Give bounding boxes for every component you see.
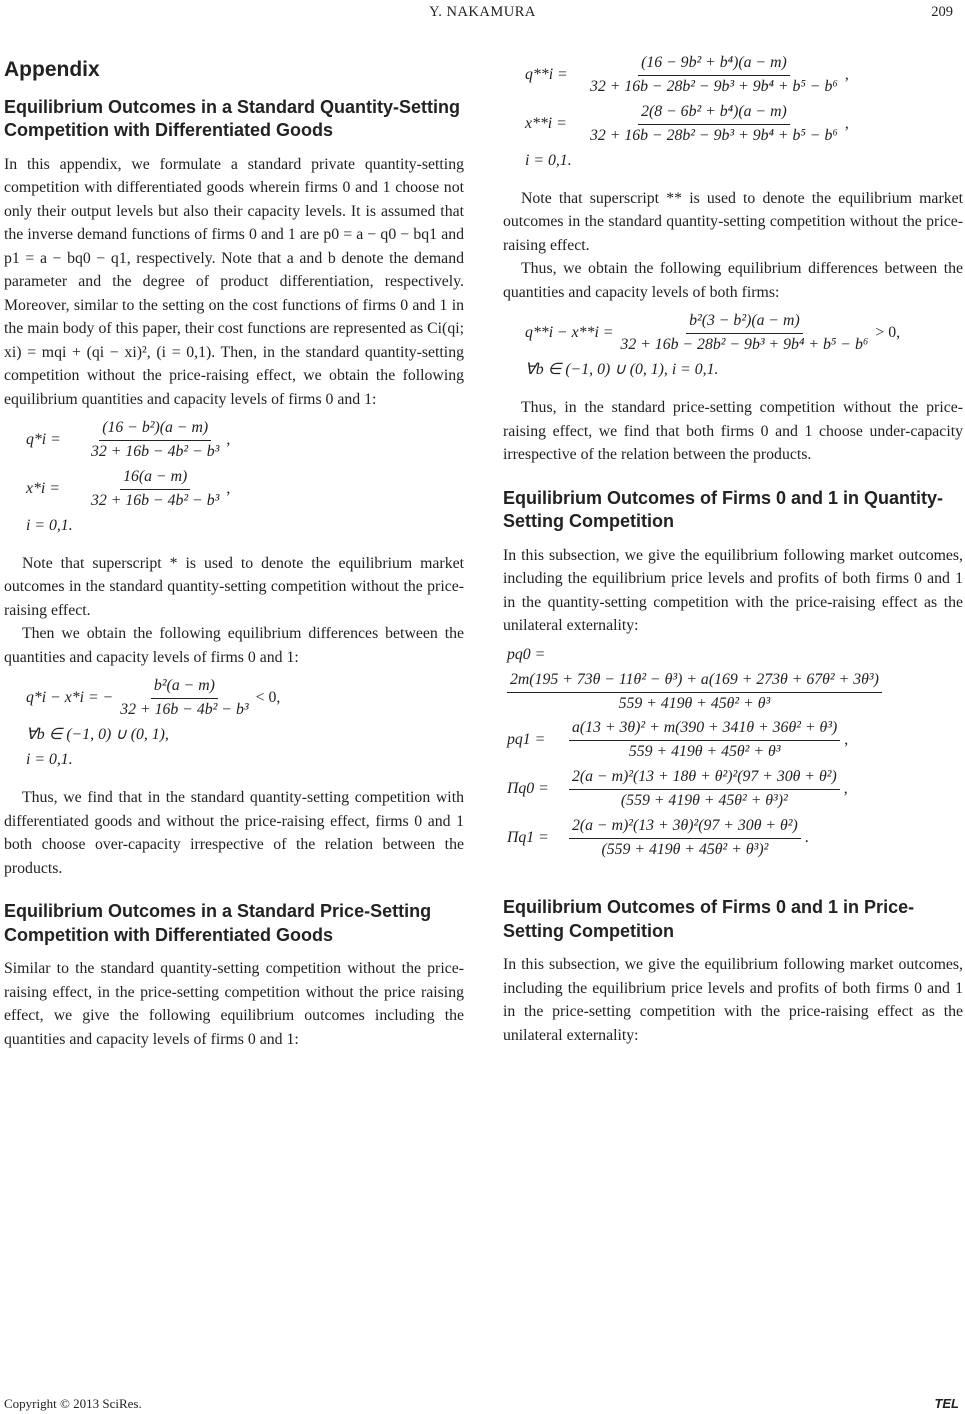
left-column bbox=[4, 48, 464, 1051]
fraction-denominator: (559 + 419θ + 45θ² + θ³)² bbox=[620, 792, 788, 810]
equation-lhs: pq1 = bbox=[507, 731, 546, 749]
equation-block bbox=[503, 646, 963, 861]
page-number: 209 bbox=[931, 4, 953, 20]
equation-block bbox=[503, 54, 963, 171]
copyright: Copyright © 2013 SciRes. bbox=[4, 1396, 142, 1411]
equation-lhs: x*i = bbox=[26, 479, 60, 497]
equation-tail: , bbox=[844, 114, 849, 132]
fraction-numerator: b²(a − m) bbox=[151, 677, 218, 699]
fraction-denominator: (559 + 419θ + 45θ² + θ³)² bbox=[601, 841, 769, 859]
equation-tail: < 0, bbox=[255, 689, 281, 707]
fraction-denominator: 559 + 419θ + 45θ² + θ³ bbox=[618, 694, 771, 712]
equation-lhs: q*i = bbox=[26, 430, 61, 448]
fraction-denominator: 32 + 16b − 28b² − 9b³ + 9b⁴ + b⁵ − b⁶ bbox=[590, 77, 838, 95]
equation-tail: . bbox=[804, 829, 809, 847]
equation-block bbox=[4, 419, 464, 536]
fraction-numerator: (16 − 9b² + b⁴)(a − m) bbox=[638, 54, 790, 76]
equation-condition: ∀b ∈ (−1, 0) ∪ (0, 1), bbox=[26, 726, 169, 744]
paragraph: Note that superscript ** is used to denote the equilibrium market outcomes in the standard quantity-setting competition without the price-raising effect. bbox=[503, 189, 963, 254]
paragraph: In this appendix, we formulate a standard private quantity-setting competition with differentiated goods wherein firms 0 and 1 choose not only their output levels but also their capacity levels. It is assumed that the inverse demand functions of firms 0 and 1 are p0 = a − q0 − bq1 and p1 = a − bq0 − q1, respectively. Note that a and b denote the demand parameter and the degree of product differentiation, respectively. Moreover, similar to the setting on the cost functions of firms 0 and 1 in the main body of this paper, their cost functions are represented as Ci(qi; xi) = mqi + (qi − xi)², (i = 0,1). Then, in the standard quantity-setting competition without the price-raising effect, we obtain the following equilibrium quantities and capacity levels of firms 0 and 1: bbox=[4, 155, 464, 408]
fraction-numerator: 2m(195 + 73θ − 11θ² − θ³) + a(169 + 273θ + 67θ² + 3θ³) bbox=[507, 671, 882, 693]
equation-block bbox=[4, 677, 464, 770]
paragraph: Then we obtain the following equilibrium differences between the quantities and capacity levels of firms 0 and 1: bbox=[4, 625, 464, 666]
equation-tail: , bbox=[843, 780, 848, 798]
equation-tail: > 0, bbox=[875, 324, 901, 342]
fraction-numerator: 2(a − m)²(13 + 18θ + θ²)²(97 + 30θ + θ²) bbox=[569, 768, 840, 790]
right-column bbox=[503, 48, 963, 1047]
fraction-numerator: 2(a − m)²(13 + 3θ)²(97 + 30θ + θ²) bbox=[569, 817, 801, 839]
fraction-numerator: 2(8 − 6b² + b⁴)(a − m) bbox=[638, 103, 790, 125]
journal-name: TEL bbox=[934, 1396, 959, 1411]
equation-lhs: Πq0 = bbox=[507, 780, 549, 798]
fraction-denominator: 32 + 16b − 4b² − b³ bbox=[91, 491, 220, 509]
fraction-denominator: 32 + 16b − 28b² − 9b³ + 9b⁴ + b⁵ − b⁶ bbox=[620, 336, 869, 354]
paragraph: Thus, we find that in the standard quantity-setting competition with differentiated goods and without the price-raising effect, firms 0 and 1 both choose over-capacity irrespective of the relation between the products. bbox=[4, 789, 464, 877]
running-title: Y. NAKAMURA bbox=[429, 4, 536, 20]
paragraph: Thus, in the standard price-setting competition without the price-raising effect, we find that both firms 0 and 1 choose under-capacity irrespective of the relation between the products. bbox=[503, 399, 963, 464]
equation-tail: , bbox=[226, 479, 231, 497]
paragraph: In this subsection, we give the equilibrium following market outcomes, including the equilibrium price levels and profits of both firms 0 and 1 in the quantity-setting competition with the price-raising effect as the unilateral externality: bbox=[503, 546, 963, 635]
paragraph: In this subsection, we give the equilibrium following market outcomes, including the equilibrium price levels and profits of both firms 0 and 1 in the price-setting competition with the price-raising effect as the unilateral externality: bbox=[503, 956, 963, 1044]
section-title-quantity-firms: Equilibrium Outcomes of Firms 0 and 1 in Quantity-Setting Competition bbox=[503, 487, 944, 532]
fraction-denominator: 559 + 419θ + 45θ² + θ³ bbox=[628, 743, 781, 761]
section-title-price-firms: Equilibrium Outcomes of Firms 0 and 1 in Price-Setting Competition bbox=[503, 897, 915, 941]
section-title-quantity-standard: Equilibrium Outcomes in a Standard Quantity-Setting Competition with Differentiated Goods bbox=[4, 96, 461, 140]
page-header bbox=[0, 0, 965, 24]
paragraph: Similar to the standard quantity-setting competition without the price-raising effect, in the price-setting competition without the price raising effect, we give the following equilibrium outcomes including the quantities and capacity levels of firms 0 and 1: bbox=[4, 960, 464, 1048]
equation-index: i = 0,1. bbox=[26, 751, 73, 769]
equation-condition: ∀b ∈ (−1, 0) ∪ (0, 1), i = 0,1. bbox=[525, 361, 719, 379]
equation-lhs: q**i = bbox=[525, 65, 568, 83]
equation-lhs: q*i − x*i = − bbox=[26, 689, 114, 707]
section-title-price-standard: Equilibrium Outcomes in a Standard Price-Setting Competition with Differentiated Goods bbox=[4, 901, 432, 945]
fraction-numerator: a(13 + 3θ)² + m(390 + 341θ + 36θ² + θ³) bbox=[569, 719, 840, 741]
equation-block bbox=[503, 312, 963, 380]
paragraph: Note that superscript * is used to denote the equilibrium market outcomes in the standard quantity-setting competition without the price-raising effect. bbox=[4, 554, 464, 619]
equation-lhs: pq0 = bbox=[507, 645, 546, 663]
equation-lhs: q**i − x**i = bbox=[525, 324, 614, 342]
fraction-denominator: 32 + 16b − 4b² − b³ bbox=[91, 442, 220, 460]
fraction-numerator: b²(3 − b²)(a − m) bbox=[686, 312, 803, 334]
paragraph: Thus, we obtain the following equilibrium differences between the quantities and capacity levels of both firms: bbox=[503, 260, 963, 301]
fraction-denominator: 32 + 16b − 4b² − b³ bbox=[120, 701, 249, 719]
equation-tail: , bbox=[844, 731, 849, 749]
equation-lhs: Πq1 = bbox=[507, 829, 549, 847]
equation-tail: , bbox=[226, 430, 231, 448]
appendix-title: Appendix bbox=[4, 58, 100, 81]
fraction-numerator: (16 − b²)(a − m) bbox=[99, 419, 211, 441]
equation-index: i = 0,1. bbox=[525, 151, 572, 169]
equation-index: i = 0,1. bbox=[26, 516, 73, 534]
fraction-denominator: 32 + 16b − 28b² − 9b³ + 9b⁴ + b⁵ − b⁶ bbox=[590, 126, 838, 144]
equation-tail: , bbox=[844, 65, 849, 83]
equation-lhs: x**i = bbox=[525, 114, 567, 132]
fraction-numerator: 16(a − m) bbox=[120, 468, 190, 490]
